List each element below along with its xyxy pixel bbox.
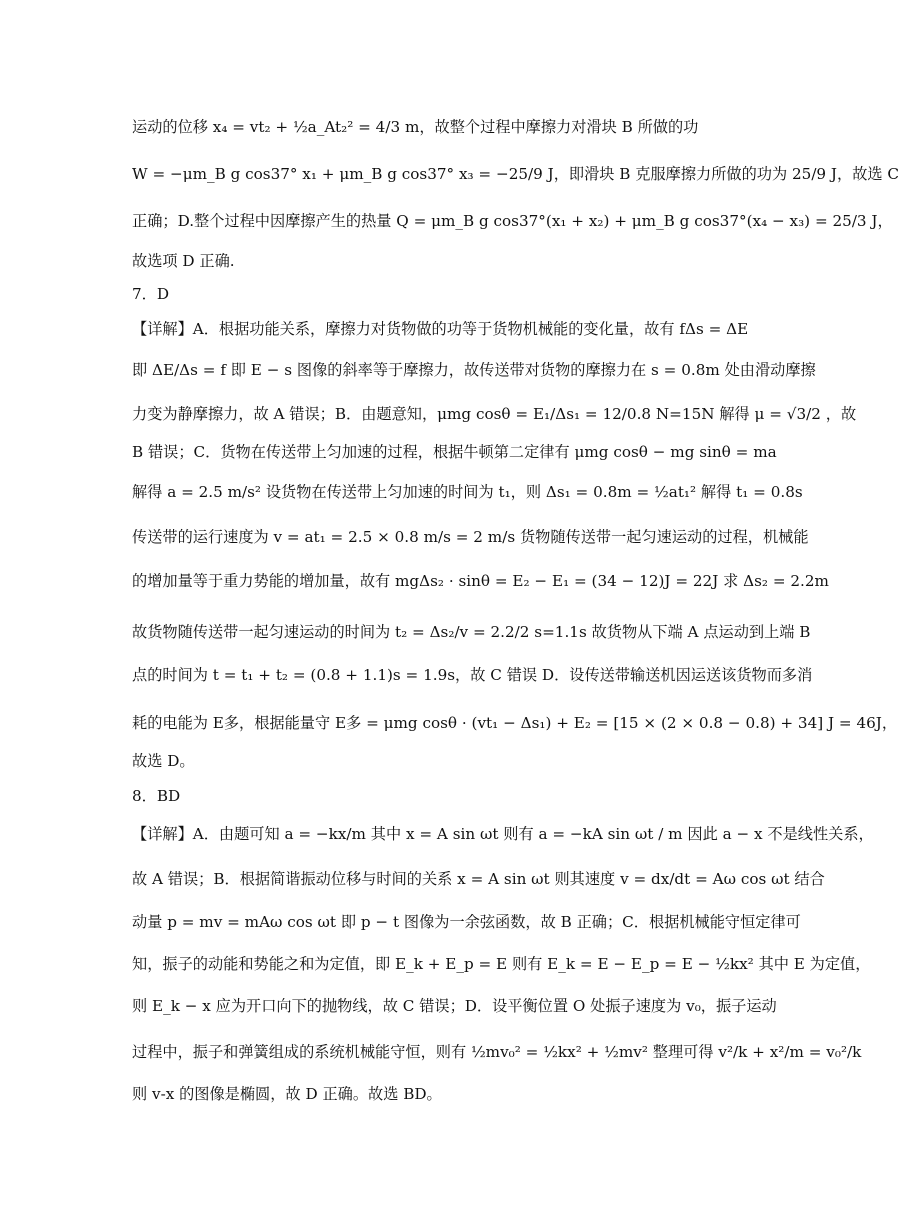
explanation-line: 力变为静摩擦力，故 A 错误；B．由题意知，μmg cosθ = E₁/Δs₁ = 12/0.8 N=15N 解得 μ = √3/2 ，故 (132, 405, 857, 423)
explanation-line: 故 A 错误；B．根据简谐振动位移与时间的关系 x = A sin ωt 则其速度 v = dx/dt = Aω cos ωt 结合 (132, 870, 825, 888)
explanation-line: 【详解】A．由题可知 a = −kx/m 其中 x = A sin ωt 则有 a = −kA sin ωt / m 因此 a − x 不是线性关系， (132, 825, 874, 843)
explanation-line: 则 E_k − x 应为开口向下的抛物线，故 C 错误；D．设平衡位置 O 处振子速度为 v₀，振子运动 (132, 997, 777, 1015)
explanation-line: 故选 D。 (132, 752, 195, 770)
explanation-line: 则 v-x 的图像是椭圆，故 D 正确。故选 BD。 (132, 1085, 442, 1103)
question-number: 7．D (132, 285, 170, 303)
explanation-line: 过程中，振子和弹簧组成的系统机械能守恒，则有 ½mv₀² = ½kx² + ½mv² 整理可得 v²/k + x²/m = v₀²/k (132, 1043, 862, 1061)
question-number: 8．BD (132, 787, 181, 805)
explanation-line: 传送带的运行速度为 v = at₁ = 2.5 × 0.8 m/s = 2 m/s 货物随传送带一起匀速运动的过程，机械能 (132, 528, 809, 546)
explanation-line: 知，振子的动能和势能之和为定值，即 E_k + E_p = E 则有 E_k = E − E_p = E − ½kx² 其中 E 为定值， (132, 955, 871, 973)
paragraph-line: W = −μm_B g cos37° x₁ + μm_B g cos37° x₃ = −25/9 J，即滑块 B 克服摩擦力所做的功为 25/9 J，故选 C (132, 165, 899, 183)
explanation-line: 动量 p = mv = mAω cos ωt 即 p − t 图像为一余弦函数，故 B 正确；C．根据机械能守恒定律可 (132, 913, 801, 931)
explanation-line: 的增加量等于重力势能的增加量，故有 mgΔs₂ · sinθ = E₂ − E₁ = (34 − 12)J = 22J 求 Δs₂ = 2.2m (132, 572, 829, 590)
explanation-line: 故货物随传送带一起匀速运动的时间为 t₂ = Δs₂/v = 2.2/2 s=1.1s 故货物从下端 A 点运动到上端 B (132, 623, 811, 641)
explanation-line: 点的时间为 t = t₁ + t₂ = (0.8 + 1.1)s = 1.9s，故 C 错误 D．设传送带输送机因运送该货物而多消 (132, 666, 813, 684)
explanation-line: 耗的电能为 E多，根据能量守 E多 = μmg cosθ · (vt₁ − Δs₁) + E₂ = [15 × (2 × 0.8 − 0.8) + 34] J = 46J， (132, 714, 898, 732)
paragraph-line: 正确；D.整个过程中因摩擦产生的热量 Q = μm_B g cos37°(x₁ + x₂) + μm_B g cos37°(x₄ − x₃) = 25/3 J， (132, 212, 893, 230)
explanation-line: B 错误；C．货物在传送带上匀加速的过程，根据牛顿第二定律有 μmg cosθ − mg sinθ = ma (132, 443, 777, 461)
paragraph-line: 故选项 D 正确. (132, 252, 235, 270)
explanation-line: 即 ΔE/Δs = f 即 E − s 图像的斜率等于摩擦力，故传送带对货物的摩擦力在 s = 0.8m 处由滑动摩擦 (132, 361, 816, 379)
paragraph-line: 运动的位移 x₄ = vt₂ + ½a_At₂² = 4/3 m，故整个过程中摩擦力对滑块 B 所做的功 (132, 118, 699, 136)
explanation-line: 【详解】A．根据功能关系，摩擦力对货物做的功等于货物机械能的变化量，故有 fΔs = ΔE (132, 320, 749, 338)
explanation-line: 解得 a = 2.5 m/s² 设货物在传送带上匀加速的时间为 t₁，则 Δs₁ = 0.8m = ½at₁² 解得 t₁ = 0.8s (132, 483, 803, 501)
